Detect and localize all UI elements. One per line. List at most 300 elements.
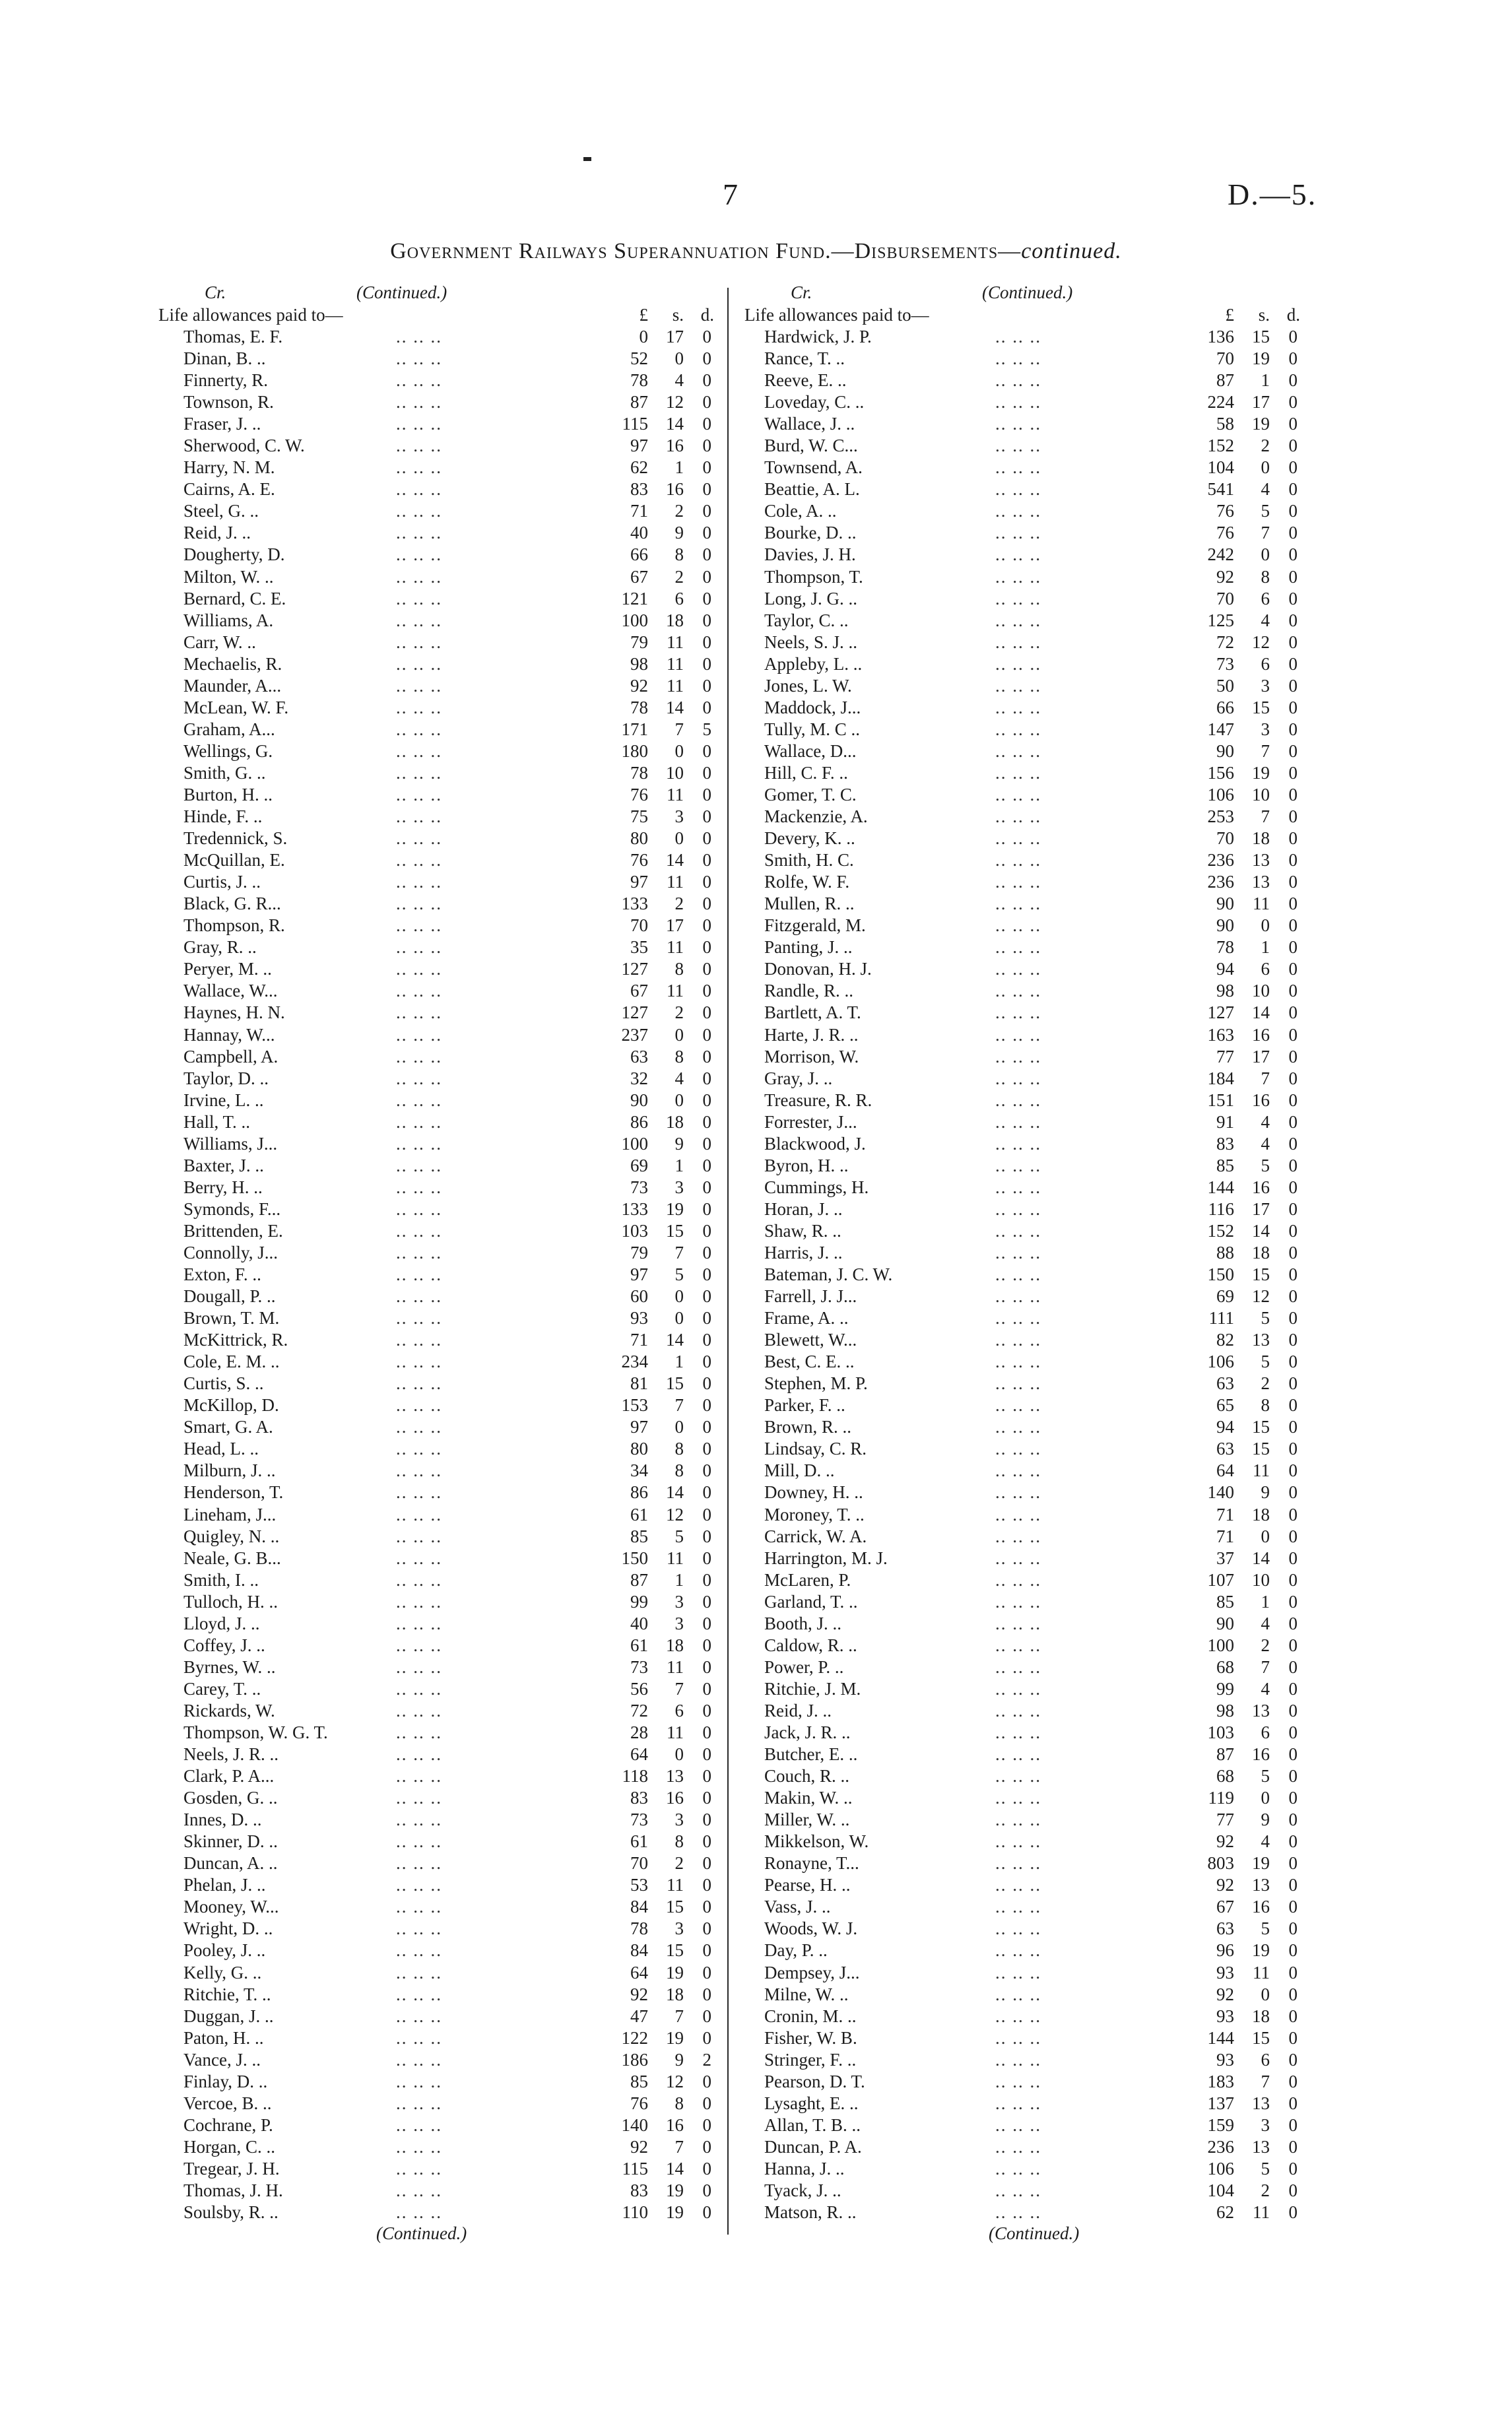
amount-pounds: 93: [630, 1308, 648, 1328]
left-subheading-line: [158, 305, 726, 326]
table-row: [158, 413, 726, 435]
amount-pounds: 163: [1207, 1024, 1234, 1045]
amount-pence: 0: [702, 2202, 711, 2223]
dot-leader: .. .. ..: [396, 1766, 442, 1786]
dot-leader: .. .. ..: [995, 1918, 1041, 1939]
amount-pence: 0: [1288, 501, 1298, 521]
left-pence-header: d.: [700, 305, 714, 325]
table-row: [744, 1242, 1312, 1264]
amount-pounds: 67: [1216, 1897, 1234, 1917]
allowance-name: Lineham, J...: [183, 1504, 277, 1524]
dot-leader: .. .. ..: [396, 1046, 442, 1066]
table-row: [158, 500, 726, 522]
allowance-name: Bernard, C. E.: [183, 588, 286, 608]
amount-pence: 0: [702, 1940, 711, 1961]
table-row: [158, 1264, 726, 1286]
allowance-name: Downey, H. ..: [764, 1482, 863, 1503]
amount-shillings: 14: [666, 2158, 684, 2178]
amount-shillings: 0: [674, 1744, 684, 1765]
table-row: [158, 1831, 726, 1852]
allowance-name: Reid, J. ..: [183, 523, 251, 543]
allowance-name: McLaren, P.: [764, 1569, 851, 1590]
allowance-name: Burd, W. C...: [764, 436, 858, 456]
amount-pounds: 92: [1216, 1984, 1234, 2004]
allowance-name: Baxter, J. ..: [183, 1155, 264, 1175]
amount-pounds: 64: [630, 1962, 648, 1982]
amount-pence: 0: [702, 501, 711, 521]
amount-pence: 0: [702, 1352, 711, 1372]
table-row: [158, 632, 726, 653]
table-row: [744, 1264, 1312, 1286]
amount-shillings: 4: [674, 1068, 684, 1088]
amount-pence: 0: [702, 2027, 711, 2048]
allowance-name: Milne, W. ..: [764, 1984, 849, 2004]
amount-shillings: 8: [674, 1046, 684, 1066]
table-row: [744, 1765, 1312, 1787]
dot-leader: .. .. ..: [995, 1460, 1041, 1481]
amount-pence: 0: [1288, 1242, 1298, 1262]
allowance-name: Wallace, J. ..: [764, 414, 855, 434]
allowance-name: Head, L. ..: [183, 1439, 259, 1459]
amount-pounds: 63: [1216, 1918, 1234, 1939]
dot-leader: .. .. ..: [396, 937, 442, 958]
amount-shillings: 12: [1252, 632, 1270, 652]
allowance-name: Blackwood, J.: [764, 1133, 866, 1154]
dot-leader: .. .. ..: [396, 1875, 442, 1895]
amount-pounds: 69: [1216, 1286, 1234, 1307]
amount-pounds: 86: [630, 1111, 648, 1132]
table-row: [744, 1068, 1312, 1090]
dot-leader: .. .. ..: [995, 850, 1041, 870]
dot-leader: .. .. ..: [396, 653, 442, 674]
amount-pence: 0: [1288, 762, 1298, 783]
dot-leader: .. .. ..: [995, 1569, 1041, 1590]
dot-leader: .. .. ..: [396, 1242, 442, 1262]
amount-shillings: 7: [674, 1395, 684, 1416]
amount-shillings: 8: [674, 959, 684, 979]
allowance-name: Townson, R.: [183, 392, 274, 412]
allowance-name: Thomas, E. F.: [183, 327, 283, 346]
amount-shillings: 0: [674, 348, 684, 369]
amount-pence: 0: [1288, 1526, 1298, 1546]
amount-pence: 0: [702, 414, 711, 434]
amount-pence: 0: [702, 2180, 711, 2200]
amount-pence: 0: [1288, 1373, 1298, 1394]
dot-leader: .. .. ..: [995, 959, 1041, 979]
dot-leader: .. .. ..: [396, 1439, 442, 1459]
table-row: [158, 1787, 726, 1809]
amount-pence: 5: [702, 719, 711, 739]
dot-leader: .. .. ..: [396, 850, 442, 870]
amount-pence: 0: [702, 1286, 711, 1307]
table-row: [744, 1438, 1312, 1460]
allowance-name: Horgan, C. ..: [183, 2136, 275, 2157]
table-row: [744, 1809, 1312, 1831]
amount-pounds: 84: [630, 1897, 648, 1917]
amount-pounds: 90: [1216, 894, 1234, 914]
allowance-name: Campbell, A.: [183, 1046, 279, 1066]
amount-pounds: 150: [1207, 1264, 1234, 1285]
right-continued-label: (Continued.): [982, 282, 1073, 302]
table-row: [158, 958, 726, 980]
allowance-name: Hannay, W...: [183, 1024, 275, 1045]
amount-pounds: 85: [1216, 1591, 1234, 1612]
table-row: [158, 544, 726, 566]
amount-pounds: 99: [630, 1591, 648, 1612]
amount-pounds: 237: [621, 1024, 648, 1045]
allowance-name: Pooley, J. ..: [183, 1940, 266, 1961]
amount-shillings: 9: [1261, 1482, 1270, 1503]
dot-leader: .. .. ..: [396, 1373, 442, 1394]
amount-shillings: 14: [1252, 1002, 1270, 1023]
amount-shillings: 3: [674, 806, 684, 827]
allowance-name: McLean, W. F.: [183, 697, 289, 717]
table-row: [744, 1548, 1312, 1569]
allowance-name: Paton, H. ..: [183, 2027, 264, 2048]
dot-leader: .. .. ..: [995, 675, 1041, 696]
amount-pounds: 106: [1207, 1352, 1234, 1372]
table-row: [744, 958, 1312, 980]
amount-pence: 0: [1288, 937, 1298, 958]
table-row: [744, 326, 1312, 348]
dot-leader: .. .. ..: [396, 327, 442, 346]
table-row: [158, 1678, 726, 1700]
dot-leader: .. .. ..: [396, 2049, 442, 2070]
title-main: Government Railways Superannuation Fund.—Disbursements—: [390, 239, 1022, 263]
amount-pounds: 79: [630, 632, 648, 652]
dot-leader: .. .. ..: [396, 370, 442, 391]
amount-pounds: 63: [1216, 1373, 1234, 1394]
amount-pence: 0: [1288, 392, 1298, 412]
amount-shillings: 2: [1261, 1635, 1270, 1655]
amount-pounds: 60: [630, 1286, 648, 1307]
amount-shillings: 1: [1261, 937, 1270, 958]
allowance-name: Woods, W. J.: [764, 1918, 858, 1939]
amount-shillings: 8: [674, 544, 684, 565]
amount-shillings: 18: [1252, 2006, 1270, 2026]
amount-pounds: 97: [630, 1264, 648, 1285]
amount-shillings: 2: [674, 501, 684, 521]
amount-pence: 0: [702, 1831, 711, 1852]
dot-leader: .. .. ..: [396, 1155, 442, 1175]
table-row: [744, 1504, 1312, 1526]
amount-pounds: 0: [639, 327, 648, 346]
table-row: [744, 1874, 1312, 1896]
amount-shillings: 12: [666, 1504, 684, 1524]
dot-leader: .. .. ..: [995, 1831, 1041, 1852]
amount-pence: 0: [1288, 1046, 1298, 1066]
table-row: [158, 1765, 726, 1787]
amount-pence: 0: [702, 1569, 711, 1590]
dot-leader: .. .. ..: [396, 2202, 442, 2223]
table-row: [158, 478, 726, 500]
amount-pounds: 103: [1207, 1722, 1234, 1742]
allowance-name: Thompson, R.: [183, 915, 285, 936]
dot-leader: .. .. ..: [396, 1962, 442, 1982]
allowance-name: McQuillan, E.: [183, 850, 285, 870]
amount-shillings: 8: [1261, 1395, 1270, 1416]
amount-pounds: 100: [621, 1133, 648, 1154]
allowance-name: Soulsby, R. ..: [183, 2202, 279, 2223]
dot-leader: .. .. ..: [396, 894, 442, 914]
amount-shillings: 5: [1261, 501, 1270, 521]
allowance-name: Curtis, J. ..: [183, 872, 261, 892]
allowance-name: Davies, J. H.: [764, 544, 856, 565]
amount-pounds: 71: [1216, 1526, 1234, 1546]
table-row: [744, 1656, 1312, 1678]
amount-shillings: 16: [666, 436, 684, 456]
allowance-name: Fisher, W. B.: [764, 2027, 857, 2048]
table-row: [744, 2093, 1312, 2114]
allowance-name: Vance, J. ..: [183, 2049, 261, 2070]
dot-leader: .. .. ..: [995, 1439, 1041, 1459]
amount-shillings: 1: [674, 1569, 684, 1590]
allowance-name: Skinner, D. ..: [183, 1831, 278, 1852]
amount-pounds: 140: [621, 2114, 648, 2135]
allowance-name: Taylor, D. ..: [183, 1068, 269, 1088]
amount-shillings: 0: [674, 740, 684, 761]
amount-pence: 0: [1288, 436, 1298, 456]
amount-pence: 0: [702, 806, 711, 827]
table-row: [158, 1962, 726, 1984]
amount-pounds: 236: [1207, 872, 1234, 892]
amount-pence: 0: [702, 937, 711, 958]
amount-pounds: 76: [630, 784, 648, 804]
allowance-name: Innes, D. ..: [183, 1810, 262, 1830]
table-row: [158, 588, 726, 610]
amount-shillings: 0: [1261, 457, 1270, 478]
table-row: [158, 1526, 726, 1548]
dot-leader: .. .. ..: [396, 2114, 442, 2135]
dot-leader: .. .. ..: [396, 1831, 442, 1852]
table-row: [158, 653, 726, 675]
amount-shillings: 0: [674, 828, 684, 849]
allowance-name: Mooney, W...: [183, 1897, 279, 1917]
allowance-name: Peryer, M. ..: [183, 959, 272, 979]
table-row: [158, 1548, 726, 1569]
amount-pence: 0: [702, 436, 711, 456]
amount-pounds: 61: [630, 1504, 648, 1524]
amount-pence: 0: [1288, 719, 1298, 739]
dot-leader: .. .. ..: [396, 1177, 442, 1197]
amount-pence: 0: [702, 1635, 711, 1655]
amount-pence: 0: [1288, 327, 1298, 346]
dot-leader: .. .. ..: [396, 1788, 442, 1808]
amount-pounds: 73: [630, 1656, 648, 1677]
dot-leader: .. .. ..: [995, 653, 1041, 674]
amount-shillings: 14: [666, 850, 684, 870]
amount-shillings: 10: [1252, 981, 1270, 1001]
dot-leader: .. .. ..: [995, 740, 1041, 761]
amount-shillings: 19: [666, 1962, 684, 1982]
dot-leader: .. .. ..: [995, 1766, 1041, 1786]
dot-leader: .. .. ..: [995, 392, 1041, 412]
amount-pence: 2: [702, 2049, 711, 2070]
amount-pounds: 63: [630, 1046, 648, 1066]
amount-shillings: 16: [1252, 1024, 1270, 1045]
table-row: [744, 1286, 1312, 1307]
amount-pence: 0: [1288, 1722, 1298, 1742]
table-row: [158, 610, 726, 632]
amount-shillings: 7: [674, 719, 684, 739]
amount-pence: 0: [702, 1046, 711, 1066]
dot-leader: .. .. ..: [995, 414, 1041, 434]
amount-shillings: 17: [666, 327, 684, 346]
amount-pence: 0: [1288, 1853, 1298, 1874]
table-row: [158, 2071, 726, 2093]
amount-shillings: 5: [674, 1264, 684, 1285]
table-row: [744, 1787, 1312, 1809]
amount-pounds: 71: [630, 1330, 648, 1350]
amount-pence: 0: [1288, 632, 1298, 652]
amount-pounds: 159: [1207, 2114, 1234, 2135]
amount-pence: 0: [702, 1460, 711, 1481]
amount-pounds: 92: [630, 2136, 648, 2157]
allowance-name: Mill, D. ..: [764, 1460, 835, 1481]
amount-pence: 0: [1288, 1766, 1298, 1786]
table-row: [744, 566, 1312, 588]
dot-leader: .. .. ..: [995, 1024, 1041, 1045]
left-footer: [158, 2223, 726, 2250]
left-continued-label: (Continued.): [356, 282, 447, 302]
amount-shillings: 0: [674, 1308, 684, 1328]
amount-pounds: 70: [1216, 588, 1234, 608]
amount-pounds: 82: [1216, 1330, 1234, 1350]
amount-pounds: 32: [630, 1068, 648, 1088]
dot-leader: .. .. ..: [396, 566, 442, 587]
right-subheading: Life allowances paid to—: [744, 305, 929, 325]
amount-shillings: 7: [674, 2006, 684, 2026]
amount-pounds: 83: [630, 479, 648, 500]
table-row: [158, 370, 726, 391]
dot-leader: .. .. ..: [995, 2158, 1041, 2178]
dot-leader: .. .. ..: [396, 959, 442, 979]
amount-shillings: 7: [674, 1678, 684, 1699]
amount-shillings: 11: [667, 675, 684, 696]
amount-shillings: 8: [1261, 566, 1270, 587]
amount-pounds: 64: [630, 1744, 648, 1765]
amount-pounds: 99: [1216, 1678, 1234, 1699]
table-row: [744, 1307, 1312, 1329]
amount-pence: 0: [702, 1330, 711, 1350]
dot-leader: .. .. ..: [396, 1853, 442, 1874]
amount-shillings: 11: [1253, 2202, 1270, 2223]
amount-pounds: 106: [1207, 784, 1234, 804]
table-row: [744, 1111, 1312, 1133]
allowance-name: Duggan, J. ..: [183, 2006, 274, 2026]
amount-pounds: 65: [1216, 1395, 1234, 1416]
allowance-name: Garland, T. ..: [764, 1591, 858, 1612]
amount-pence: 0: [702, 959, 711, 979]
amount-pounds: 87: [1216, 370, 1234, 391]
amount-shillings: 11: [667, 872, 684, 892]
dot-leader: .. .. ..: [995, 981, 1041, 1001]
allowance-name: Lindsay, C. R.: [764, 1439, 867, 1459]
amount-shillings: 0: [674, 1417, 684, 1437]
amount-shillings: 9: [1261, 1810, 1270, 1830]
amount-shillings: 3: [674, 1918, 684, 1939]
amount-pence: 0: [1288, 1613, 1298, 1633]
left-rows: [158, 326, 726, 2223]
dot-leader: .. .. ..: [995, 719, 1041, 739]
allowance-name: Forrester, J...: [764, 1111, 857, 1132]
dot-leader: .. .. ..: [396, 1482, 442, 1503]
amount-pence: 0: [1288, 1198, 1298, 1219]
table-row: [158, 1068, 726, 1090]
amount-pence: 0: [1288, 2180, 1298, 2200]
allowance-name: Devery, K. ..: [764, 828, 855, 849]
amount-pounds: 63: [1216, 1439, 1234, 1459]
amount-pence: 0: [1288, 348, 1298, 369]
allowance-name: Blewett, W...: [764, 1330, 857, 1350]
amount-pounds: 87: [1216, 1744, 1234, 1765]
allowance-name: Ritchie, T. ..: [183, 1984, 271, 2004]
dot-leader: .. .. ..: [396, 414, 442, 434]
dot-leader: .. .. ..: [995, 566, 1041, 587]
dot-leader: .. .. ..: [396, 1308, 442, 1328]
amount-shillings: 5: [1261, 2158, 1270, 2178]
dot-leader: .. .. ..: [995, 1395, 1041, 1416]
allowance-name: Panting, J. ..: [764, 937, 853, 958]
amount-shillings: 4: [1261, 479, 1270, 500]
table-row: [744, 784, 1312, 806]
amount-pence: 0: [702, 1853, 711, 1874]
amount-pence: 0: [1288, 2114, 1298, 2135]
table-row: [158, 1242, 726, 1264]
amount-shillings: 0: [1261, 1984, 1270, 2004]
dot-leader: .. .. ..: [396, 1613, 442, 1633]
table-row: [158, 719, 726, 740]
amount-pounds: 56: [630, 1678, 648, 1699]
amount-shillings: 6: [1261, 588, 1270, 608]
table-row: [158, 784, 726, 806]
amount-pounds: 80: [630, 1439, 648, 1459]
dot-leader: .. .. ..: [396, 1700, 442, 1720]
amount-pence: 0: [1288, 959, 1298, 979]
dot-leader: .. .. ..: [396, 697, 442, 717]
dot-leader: .. .. ..: [396, 1024, 442, 1045]
dot-leader: .. .. ..: [396, 2093, 442, 2113]
allowance-name: Randle, R. ..: [764, 981, 853, 1001]
dot-leader: .. .. ..: [995, 436, 1041, 456]
dot-leader: .. .. ..: [396, 1744, 442, 1765]
table-row: [744, 1526, 1312, 1548]
allowance-name: Gray, R. ..: [183, 937, 257, 958]
dot-leader: .. .. ..: [396, 806, 442, 827]
left-column: [158, 282, 726, 2250]
amount-shillings: 13: [1252, 1875, 1270, 1895]
dot-leader: .. .. ..: [396, 1656, 442, 1677]
dot-leader: .. .. ..: [995, 2049, 1041, 2070]
amount-pounds: 98: [1216, 1700, 1234, 1720]
amount-pence: 0: [1288, 2136, 1298, 2157]
amount-shillings: 19: [1252, 414, 1270, 434]
table-row: [158, 1744, 726, 1765]
amount-pence: 0: [702, 348, 711, 369]
amount-pence: 0: [1288, 1133, 1298, 1154]
dot-leader: .. .. ..: [995, 370, 1041, 391]
amount-pence: 0: [1288, 370, 1298, 391]
amount-shillings: 14: [666, 1330, 684, 1350]
dot-leader: .. .. ..: [396, 1330, 442, 1350]
amount-shillings: 11: [667, 1722, 684, 1742]
amount-pounds: 77: [1216, 1810, 1234, 1830]
amount-pence: 0: [1288, 1788, 1298, 1808]
allowance-name: Neels, S. J. ..: [764, 632, 857, 652]
amount-shillings: 17: [1252, 1046, 1270, 1066]
dot-leader: .. .. ..: [396, 523, 442, 543]
amount-shillings: 10: [666, 762, 684, 783]
